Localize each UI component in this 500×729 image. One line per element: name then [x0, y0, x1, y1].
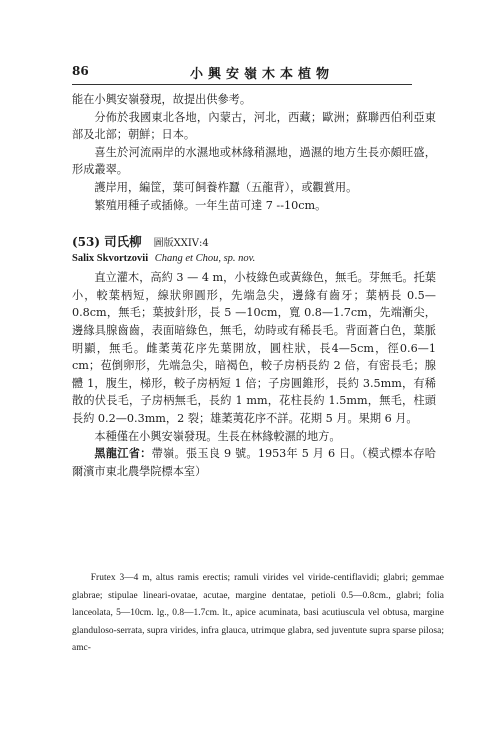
latin-binomial — [72, 251, 436, 267]
specimen-province: 黑龍江省： — [94, 446, 152, 461]
species-description: 直立灌木，高約 3 — 4 m，小枝綠色或黃綠色，無毛。芽無毛。托葉小，較葉柄短，線狀卵圓形，先端急尖，邊緣有齒牙；葉柄長 0.5—0.8cm，無毛；葉披針形，長 5 —10cm，寬 0.8—1.7cm，先端漸尖，邊緣具腺齒齒，表面暗綠色，無毛，幼時或有稀長毛。背面蒼白色，葉脈明顯，無毛。雌葇荑花序先葉開放，圓柱狀，長4—5cm，徑0.6—1 cm；苞倒卵形，先端急尖，暗褐色，較子房柄長約 2 倍，有密長毛；腺體 1，腹生，梯形，較子房柄短 1 倍；子房圓錐形，長約 3.5mm，有稀散的伏長毛，子房柄無毛，長約 1 mm，花柱長約 1.5mm，無毛，柱頭長約 0.2—0.3mm，2 裂；雄葇荑花序不詳。花期 5 月。果期 6 月。 — [72, 271, 436, 425]
plate-reference: 圖版ⅩⅩⅠⅤ:4 — [153, 238, 209, 250]
habitat-paragraph: 喜生於河流兩岸的水濕地或林緣稍濕地，過濕的地方生長亦頗旺盛，形成叢翠。 — [72, 145, 436, 177]
specimen-citation — [72, 445, 436, 480]
species-name: 司氏柳 — [104, 234, 142, 250]
previous-entry — [72, 91, 436, 480]
species-heading — [72, 232, 436, 250]
page-header — [72, 62, 412, 84]
latin-description: Frutex 3—4 m, altus ramis erectis; ramuli virides vel viride-centiflavidi; glabri; gemmae glabrae; stipulae lineari-ovatae, acutae, margine dentatae, petioli 0.5—0.8cm., glabri; folia lanceolata, 5—10cm. lg., 0.8—1.7cm. lt., apice acuminata, basi acutiuscula vel obtusa, margine glanduloso-serrata, supra virides, infra glauca, utrimque glabra, sed juventute supra sparse pilosa; amc- — [72, 573, 444, 653]
header-rule — [72, 84, 412, 85]
species-distribution: 本種僅在小興安嶺發現。生長在林緣較濕的地方。 — [94, 429, 341, 443]
latin-name: Salix Skvortzovii — [72, 253, 149, 265]
specimen-details: 帶嶺。張玉良 9 號。1953年 5 月 6 日。（模式標本存哈爾濱市東北農學院標本室） — [72, 447, 436, 478]
distribution-paragraph: 分佈於我國東北各地，內蒙古，河北，西藏；歐洲；蘇聯西伯利亞東部及北部；朝鮮；日本。 — [72, 110, 436, 142]
species-number: (53) — [72, 235, 101, 250]
running-title: 小興安嶺木本植物 — [190, 67, 335, 82]
page-number: 86 — [72, 64, 89, 78]
latin-authority: Chang et Chou, sp. nov. — [154, 253, 256, 265]
latin-description-block — [72, 570, 444, 658]
uses-paragraph: 護岸用，編筐，葉可飼養柞蠶（五龍背），或觀賞用。 — [94, 180, 358, 194]
propagation-paragraph: 繁殖用種子或插條。一年生苗可達 7 --10cm。 — [94, 198, 327, 212]
previous-entry-continuation: 能在小興安嶺發現，故提出供參考。 — [72, 93, 252, 106]
